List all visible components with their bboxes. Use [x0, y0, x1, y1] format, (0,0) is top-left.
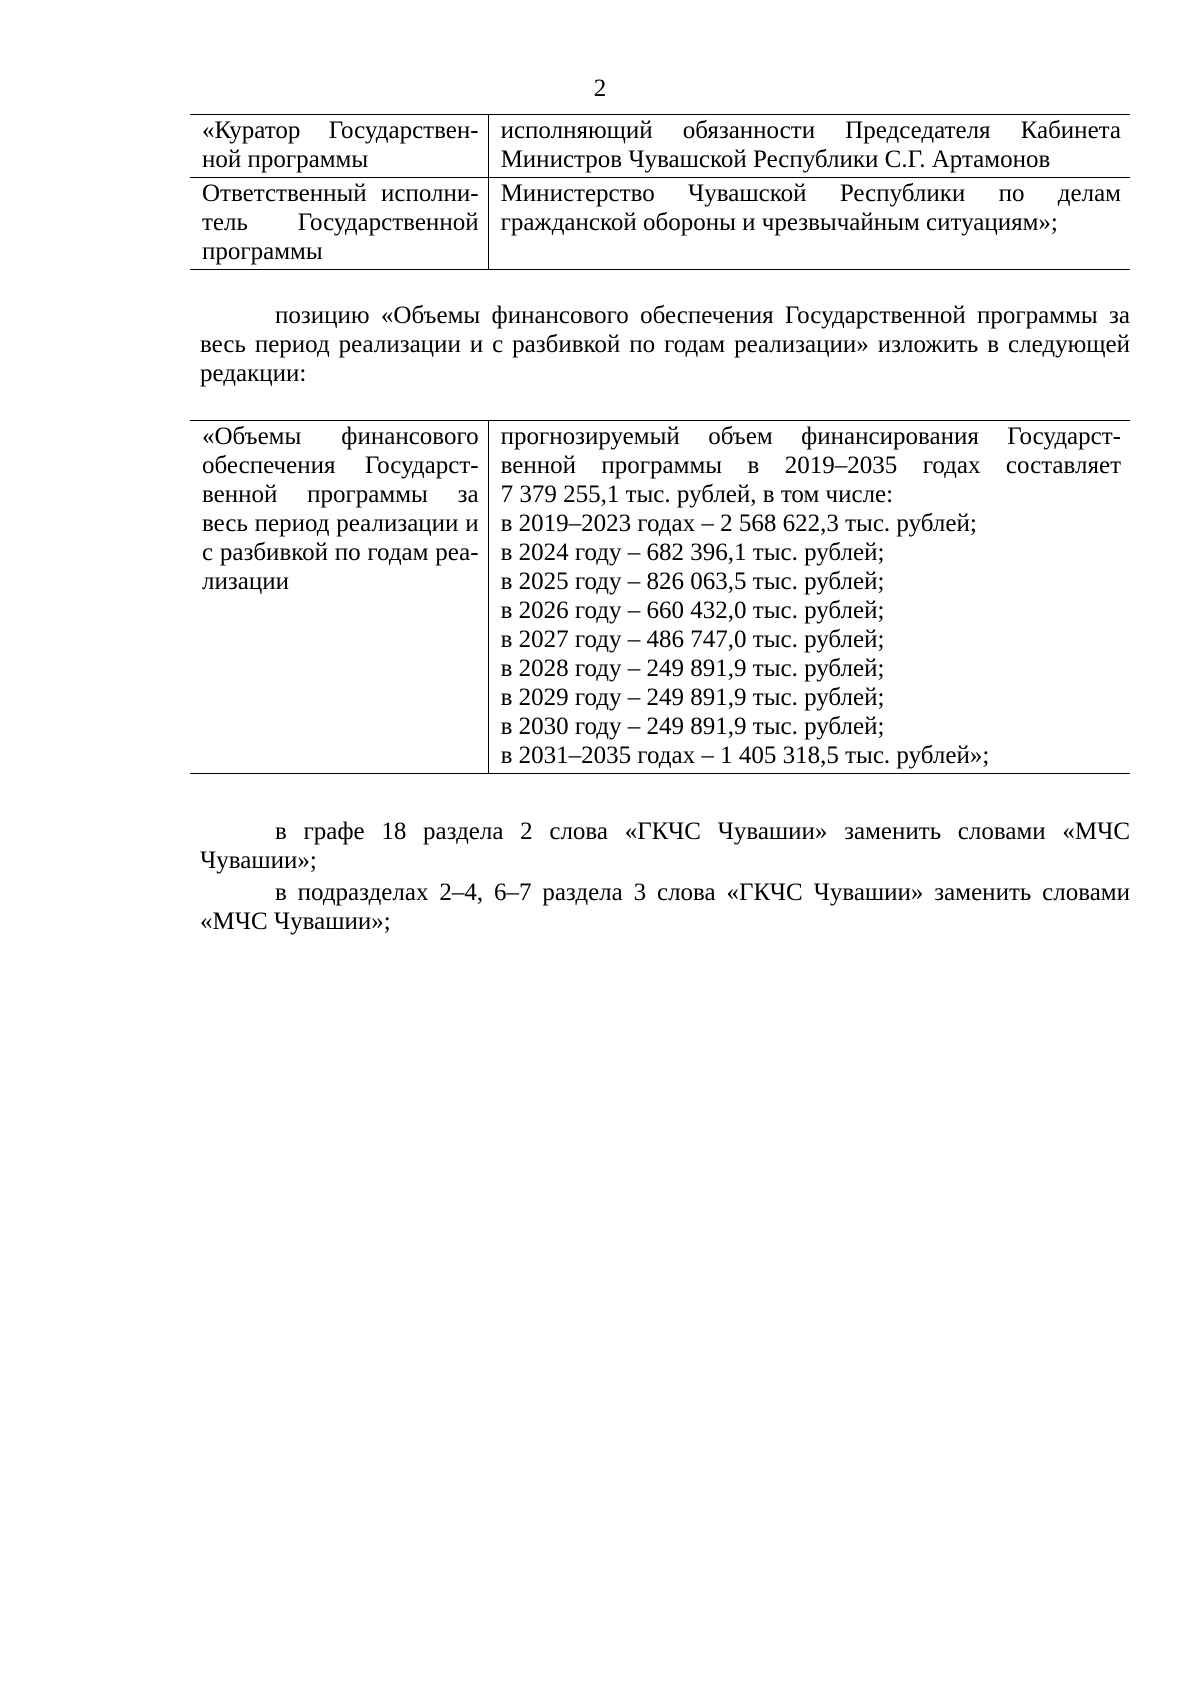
cell-line: Министерство Чувашской Республики по делам — [500, 180, 1121, 207]
cell-line: в 2031–2035 годах – 1 405 318,5 тыс. рублей»; — [500, 742, 990, 769]
passport-table-financing — [190, 420, 1130, 774]
cell-line: в 2025 году – 826 063,5 тыс. рублей; — [500, 568, 885, 595]
cell-line: в 2026 году – 660 432,0 тыс. рублей; — [500, 597, 885, 624]
cell-line: Министров Чувашской Республики С.Г. Артамонов — [500, 146, 1051, 173]
cell-line: Ответственный исполни- — [202, 180, 479, 207]
cell-line: весь период реализации и — [202, 510, 479, 537]
paragraph-financing-position: позицию «Объемы финансового обеспечения Государственной программы за весь период реализации и с разбивкой по годам реализации» изложить в следующей редакции: — [200, 302, 1130, 387]
passport-table-curator — [190, 114, 1130, 270]
table-cell-value — [488, 178, 1130, 270]
cell-line: программы — [202, 238, 323, 265]
page-number: 2 — [593, 75, 607, 102]
cell-line: венной программы за — [202, 481, 479, 508]
cell-line: «Куратор Государствен- — [202, 117, 479, 144]
table-cell-value — [488, 115, 1130, 178]
paragraph-section2-replace: в графе 18 раздела 2 слова «ГКЧС Чувашии» заменить словами «МЧС Чувашии»; — [200, 818, 1130, 874]
paragraph-section3-replace: в подразделах 2–4, 6–7 раздела 3 слова «ГКЧС Чувашии» заменить словами «МЧС Чувашии»; — [200, 879, 1130, 935]
cell-line: прогнозируемый объем финансирования Государст- — [500, 423, 1121, 450]
table-cell-value — [488, 421, 1130, 774]
cell-line: ной программы — [202, 146, 369, 173]
cell-line: исполняющий обязанности Председателя Кабинета — [500, 117, 1121, 144]
cell-line: в 2028 году – 249 891,9 тыс. рублей; — [500, 655, 885, 682]
table-row — [190, 178, 1130, 270]
cell-line: в 2027 году – 486 747,0 тыс. рублей; — [500, 626, 885, 653]
table-row — [190, 421, 1130, 774]
cell-line: обеспечения Государст- — [202, 452, 479, 479]
cell-line: в 2030 году – 249 891,9 тыс. рублей; — [500, 713, 885, 740]
table-cell-label — [190, 178, 488, 270]
cell-line: с разбивкой по годам реа- — [202, 539, 479, 566]
table-row — [190, 115, 1130, 178]
cell-line: 7 379 255,1 тыс. рублей, в том числе: — [500, 481, 894, 508]
cell-line: в 2019–2023 годах – 2 568 622,3 тыс. рублей; — [500, 510, 977, 537]
cell-line: в 2029 году – 249 891,9 тыс. рублей; — [500, 684, 885, 711]
cell-line: «Объемы финансового — [202, 423, 479, 450]
table-cell-label — [190, 421, 488, 774]
cell-line: венной программы в 2019–2035 годах составляет — [500, 452, 1121, 479]
cell-line: лизации — [202, 568, 289, 595]
table-cell-label — [190, 115, 488, 178]
cell-line: гражданской обороны и чрезвычайным ситуациям»; — [500, 209, 1058, 236]
cell-line: в 2024 году – 682 396,1 тыс. рублей; — [500, 539, 885, 566]
cell-line: тель Государственной — [202, 209, 479, 236]
